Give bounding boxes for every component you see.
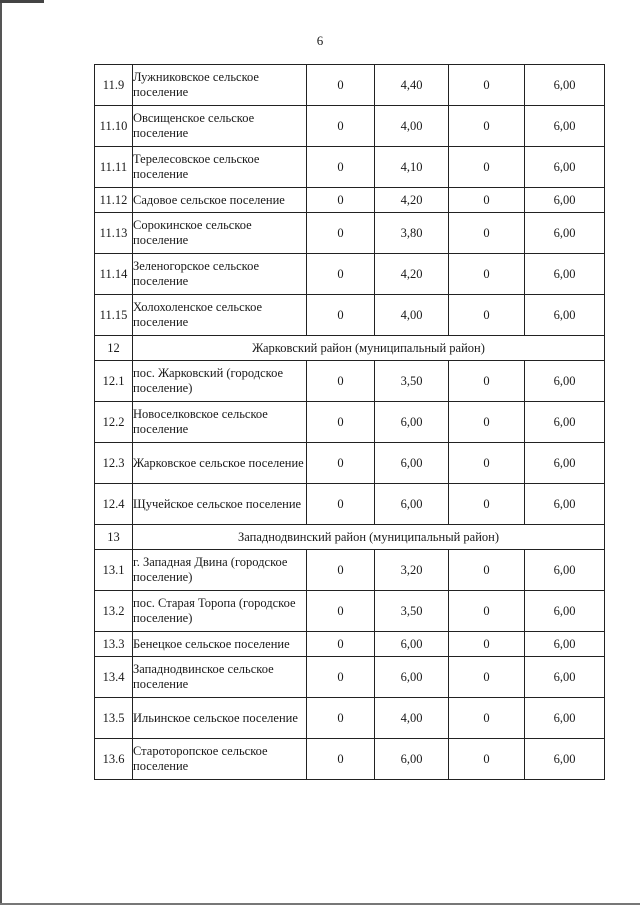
table-row [95,632,605,657]
value-col-4: 6,00 [525,106,605,147]
row-number: 11.15 [95,295,133,336]
row-number: 13.5 [95,698,133,739]
row-number: 13.2 [95,591,133,632]
settlement-name: Садовое сельское поселение [133,188,307,213]
value-col-4: 6,00 [525,739,605,780]
value-col-3: 0 [449,657,525,698]
settlement-name: Ильинское сельское поселение [133,698,307,739]
row-number: 11.10 [95,106,133,147]
page-number: 6 [316,33,324,48]
table-row [95,657,605,698]
table-row [95,739,605,780]
table-row [95,361,605,402]
settlement-name: Бенецкое сельское поселение [133,632,307,657]
value-col-2: 4,00 [375,295,449,336]
value-col-2: 4,20 [375,188,449,213]
value-col-1: 0 [307,550,375,591]
settlement-name: Жарковское сельское поселение [133,443,307,484]
row-number: 13.4 [95,657,133,698]
value-col-2: 4,20 [375,254,449,295]
value-col-2: 4,10 [375,147,449,188]
row-number: 12.1 [95,361,133,402]
value-col-1: 0 [307,254,375,295]
table-row [95,213,605,254]
value-col-3: 0 [449,632,525,657]
table-body [95,65,605,780]
value-col-2: 3,50 [375,361,449,402]
value-col-3: 0 [449,188,525,213]
table-row [95,550,605,591]
value-col-3: 0 [449,550,525,591]
table-row [95,295,605,336]
table-row [95,188,605,213]
value-col-4: 6,00 [525,443,605,484]
value-col-4: 6,00 [525,361,605,402]
settlement-name: Зеленогорское сельское поселение [133,254,307,295]
value-col-3: 0 [449,213,525,254]
settlement-name: Западнодвинское сельское поселение [133,657,307,698]
value-col-3: 0 [449,698,525,739]
table-row [95,65,605,106]
district-row [95,336,605,361]
value-col-3: 0 [449,295,525,336]
value-col-1: 0 [307,295,375,336]
row-number: 11.11 [95,147,133,188]
value-col-4: 6,00 [525,550,605,591]
scan-left-edge [0,0,2,905]
value-col-4: 6,00 [525,147,605,188]
settlement-name: г. Западная Двина (городское поселение) [133,550,307,591]
value-col-3: 0 [449,591,525,632]
value-col-4: 6,00 [525,698,605,739]
settlement-name: Щучейское сельское поселение [133,484,307,525]
value-col-4: 6,00 [525,402,605,443]
row-number: 12.3 [95,443,133,484]
value-col-1: 0 [307,361,375,402]
value-col-3: 0 [449,484,525,525]
value-col-1: 0 [307,698,375,739]
row-number: 13 [95,525,133,550]
value-col-1: 0 [307,106,375,147]
value-col-2: 4,40 [375,65,449,106]
row-number: 11.9 [95,65,133,106]
settlement-name: Сорокинское сельское поселение [133,213,307,254]
value-col-1: 0 [307,739,375,780]
settlement-name: Терелесовское сельское поселение [133,147,307,188]
row-number: 13.6 [95,739,133,780]
value-col-1: 0 [307,443,375,484]
value-col-4: 6,00 [525,484,605,525]
table-row [95,698,605,739]
row-number: 13.1 [95,550,133,591]
table-row [95,147,605,188]
value-col-2: 4,00 [375,698,449,739]
table-row [95,106,605,147]
value-col-2: 4,00 [375,106,449,147]
district-name: Западнодвинский район (муниципальный район) [133,525,605,550]
settlement-name: Овсищенское сельское поселение [133,106,307,147]
value-col-2: 3,80 [375,213,449,254]
settlement-name: Староторопское сельское поселение [133,739,307,780]
value-col-1: 0 [307,632,375,657]
value-col-2: 6,00 [375,632,449,657]
row-number: 11.14 [95,254,133,295]
value-col-3: 0 [449,106,525,147]
table-row [95,402,605,443]
value-col-3: 0 [449,739,525,780]
value-col-2: 6,00 [375,484,449,525]
row-number: 12.2 [95,402,133,443]
settlement-name: Новоселковское сельское поселение [133,402,307,443]
table-row [95,443,605,484]
value-col-3: 0 [449,65,525,106]
value-col-3: 0 [449,361,525,402]
row-number: 11.13 [95,213,133,254]
table-row [95,484,605,525]
table-row [95,254,605,295]
row-number: 12 [95,336,133,361]
value-col-1: 0 [307,484,375,525]
value-col-3: 0 [449,254,525,295]
value-col-1: 0 [307,402,375,443]
value-col-4: 6,00 [525,213,605,254]
value-col-1: 0 [307,657,375,698]
district-name: Жарковский район (муниципальный район) [133,336,605,361]
value-col-1: 0 [307,188,375,213]
row-number: 12.4 [95,484,133,525]
settlement-name: Холохоленское сельское поселение [133,295,307,336]
table-row [95,591,605,632]
district-row [95,525,605,550]
value-col-2: 6,00 [375,402,449,443]
value-col-4: 6,00 [525,65,605,106]
value-col-2: 3,20 [375,550,449,591]
value-col-4: 6,00 [525,254,605,295]
value-col-1: 0 [307,147,375,188]
settlement-name: пос. Старая Торопа (городское поселение) [133,591,307,632]
value-col-1: 0 [307,213,375,254]
row-number: 11.12 [95,188,133,213]
value-col-2: 3,50 [375,591,449,632]
value-col-4: 6,00 [525,188,605,213]
value-col-2: 6,00 [375,739,449,780]
settlement-name: пос. Жарковский (городское поселение) [133,361,307,402]
value-col-4: 6,00 [525,657,605,698]
settlements-rates-table [94,64,605,780]
value-col-4: 6,00 [525,295,605,336]
value-col-2: 6,00 [375,443,449,484]
value-col-1: 0 [307,591,375,632]
value-col-1: 0 [307,65,375,106]
value-col-4: 6,00 [525,632,605,657]
value-col-2: 6,00 [375,657,449,698]
row-number: 13.3 [95,632,133,657]
value-col-3: 0 [449,402,525,443]
value-col-3: 0 [449,443,525,484]
value-col-3: 0 [449,147,525,188]
settlement-name: Лужниковское сельское поселение [133,65,307,106]
scan-top-mark [0,0,44,3]
value-col-4: 6,00 [525,591,605,632]
